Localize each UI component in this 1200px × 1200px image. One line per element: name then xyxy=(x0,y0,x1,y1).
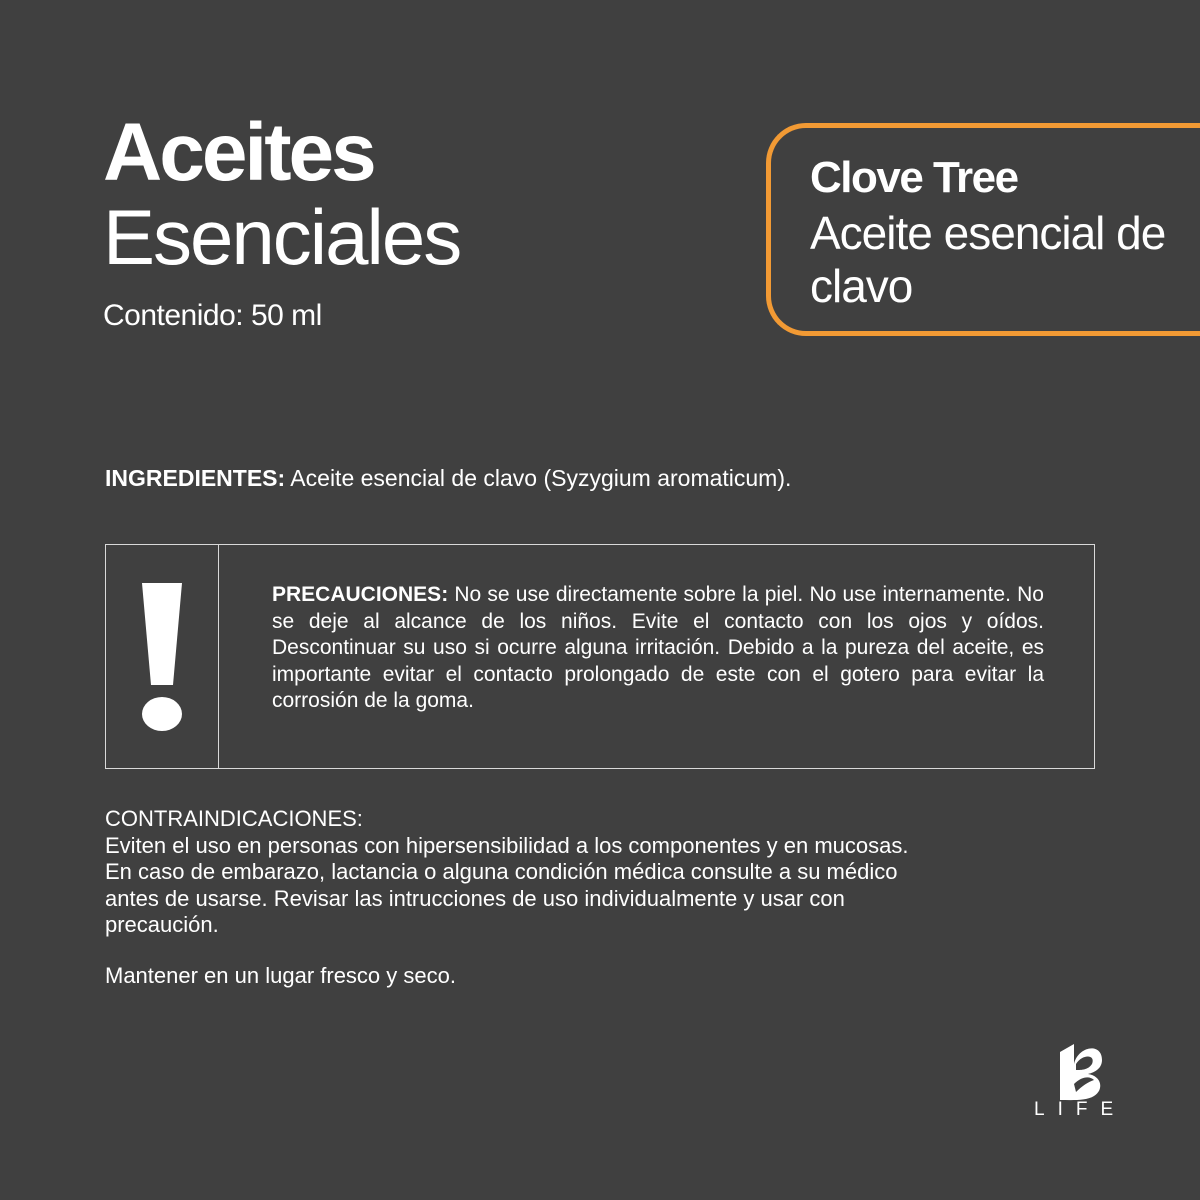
exclamation-icon xyxy=(140,583,184,735)
contraindications-text: Eviten el uso en personas con hipersensibilidad a los componentes y en mucosas. En caso de embarazo, lactancia o alguna condición médica consulte a su médico antes de usarse. Revisar las intrucciones de uso individualmente y usar con precaución. xyxy=(105,832,909,937)
precautions-divider xyxy=(218,545,219,768)
ingredients xyxy=(105,465,791,493)
precautions-box xyxy=(105,544,1095,769)
title-line-1: Aceites xyxy=(103,107,374,198)
content-volume: Contenido: 50 ml xyxy=(103,299,322,332)
ingredients-text: Aceite esencial de clavo (Syzygium aromaticum). xyxy=(285,465,792,491)
precautions-label: PRECAUCIONES: xyxy=(272,583,449,606)
storage-instructions: Mantener en un lugar fresco y seco. xyxy=(105,963,456,988)
ingredients-label: INGREDIENTES: xyxy=(105,465,286,491)
brand-name: LIFE xyxy=(1034,1099,1127,1120)
contraindications xyxy=(105,806,935,939)
precautions-text-block xyxy=(272,582,1044,715)
product-name: Clove Tree xyxy=(810,153,1018,202)
product-description: Aceite esencial de clavo xyxy=(810,207,1166,312)
precautions-text: No se use directamente sobre la piel. No use internamente. No se deje al alcance de los niños. Evite el contacto con los ojos y oídos. Descontinuar su uso si ocurre alguna irritación. Debido a la pureza del aceite, es importante evitar el contacto prolongado de este con el gotero para evitar la corrosión de la goma. xyxy=(272,583,1044,712)
contraindications-label: CONTRAINDICACIONES: xyxy=(105,806,363,831)
title-line-2: Esenciales xyxy=(103,193,461,281)
